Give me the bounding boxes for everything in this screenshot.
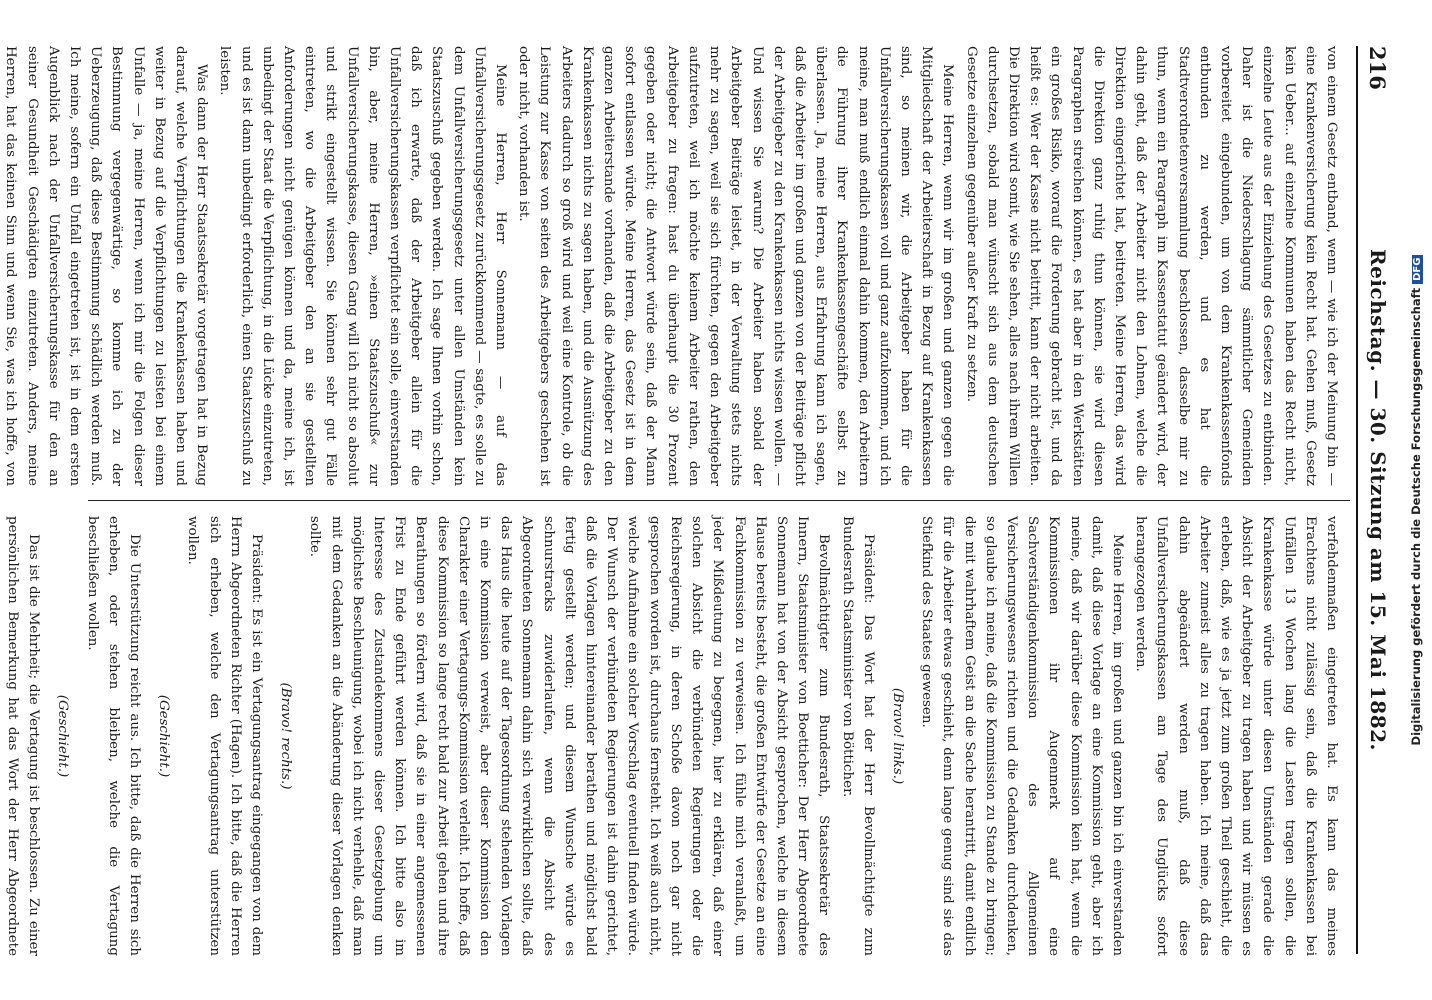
stage-direction: (Bravo! rechts.) bbox=[278, 682, 294, 790]
paragraph: Meine Herren, im großen und ganzen bin ich einverstanden damit, daß diese Vorlage an eine Kommission geht, aber ich meine, daß wir darüber diese Kommission kein hat, wenn die Kommissionen ihr Augenmerk auf eine Sachverständigenkommission des Allgemeinen Versicherungswesens richten und die Gedanken durchdenken, so glaube ich meine, daß die Kommission zu Stande zu bringen; die mit wahrhaftem Geist an die Sache herantritt, damit endlich für die Arbeiter etwas geschieht, denn lange genug sind sie das Stiefkind des Staates gewesen. bbox=[919, 516, 1125, 956]
paragraph: Präsident: Das Wort hat der Herr Bevollmächtigte zum Bundesrath Staatsminister von Bötticher. bbox=[839, 516, 876, 956]
paragraph: Die Unterstützung reicht aus. Ich bitte, daß die Herren sich erheben, oder stehen bleiben, welche die Vertagung beschließen wollen. bbox=[84, 516, 143, 956]
page-header bbox=[1360, 46, 1394, 954]
credit-text: Digitalisierung gefördert durch die Deutsche Forschungsgemeinschaft bbox=[1409, 287, 1423, 746]
page-number: 216 bbox=[1365, 46, 1390, 90]
right-column bbox=[5, 516, 1342, 956]
paragraph: Meine Herren, Herr Sonnemann — auf das Unfallversicherungsgesetz zurückkommend — sagte, es solle zu dem Unfallversicherungsgesetz unter allen Umständen kein Staatszuschuß gegeben werden. Ich sage Ihnen vorhin schon, daß ich erwarte, daß der Arbeitgeber allein für die Unfallversicherungskassen verpflichtet sein solle, einverstanden bin, aber, meine Herren, »einen Staatszuschuß« zur Unfallversicherungskasse, diesen Gang will ich nicht so absolut und strikt eingestellt wissen. Sie können sehr gut Fälle eintreten, wo die Arbeitgeber den an sie gestellten Anforderungen nicht genügen können und da, meine ich, ist unbedingt der Staat die Verpflichtung, in die Lücke einzutreten, und es ist dann unbedingt erforderlich, einen Staatszuschuß zu leisten. bbox=[217, 46, 509, 486]
stage-direction: (Bravo! links.) bbox=[889, 687, 905, 785]
running-head: Reichstag. — 30. Sitzung am 15. Mai 1882. bbox=[1366, 248, 1390, 752]
column-divider bbox=[88, 500, 1350, 501]
paragraph: Das ist die Mehrheit; die Vertagung ist beschlossen. Zu einer persönlichen Bemerkung hat das Wort der Herr Abgeordnete bbox=[5, 516, 42, 956]
header-rule bbox=[1356, 46, 1358, 954]
paragraph: von einem Gesetz entband, wenn — wie ich der Meinung bin — eine Krankenversicherung kein Recht hat. Gehen muß, Gesetz kein Ueber... auf einzelne Kommunen haben das Recht nicht, einzelne Leute aus der Einziehung des Gesetzes zu entbinden. Daher ist die Niederschlagung sämmtlicher Gemeinden vorbereitet eingebunden, um von dem Krankenkassenfonds entbunden zu werden, und es hat die Stadtverordnetenversammlung beschlossen, dasselbe mir zu thun, wenn ein Paragraph im Kassenstatut geändert wird, der dahin geht, daß der Arbeiter nicht den Lohnen, welche die Direktion eingerichtet hat, beitreten. Meine Herren, das wird die Direktion ganz ruhig thun können, sie wird diesen Paragraphen streichen können, es hat aber in den Werkstätten ein großes Risiko, worauf die Forderung gebracht ist, und da heißt es: Wer der Kasse nicht beitritt, kann der nicht arbeiten. Die Direktion wird somit, wie Sie sehen, alles nach ihrem Willen durchsetzen, sobald man wünscht sich aus dem deutschen Gesetze einzelnen gegenüber außer Kraft zu setzen. bbox=[963, 46, 1339, 486]
paragraph: Bevollmächtigter zum Bundesrath, Staatssekretär des Innern, Staatsminister von Boetticher: Der Herr Abgeordnete Sonnemann hat von der Absicht gesprochen, welche in diesem Hause bereits besteht, die großen Entwürfe der Gesetze an eine Fachkommission zu verweisen. Ich fühle mich veranlaßt, um jeder Mißdeutung zu begegnen, hier zu erklären, daß einer solchen Absicht die verbündeten Regierungen oder die Reichsregierung, in deren Schoße davon noch gar nicht gesprochen worden ist, durchaus fernsteht. Ich weiß auch nicht, welche Aufnahme ein solcher Vorschlag eventuell finden würde. Der Wunsch der verbündeten Regierungen ist dahin gerichtet, daß die Vorlagen hintereinander berathen und möglichst bald fertig gestellt werden; und diesem Wunsche würde es schnurstracks zuwiderlaufen, wenn die Absicht des Abgeordneten Sonnemann dahin sich verwirklichen sollte, daß das Haus die heute auf der Tagesordnung stehenden Vorlagen in eine Kommission verweist, aber dieser Kommission den Charakter einer Vertagungs-Kommission verleiht. Ich hoffe, daß diese Kommission so lange recht bald zur Arbeit gehen und ihre Berathungen so fördern wird, daß sie in einer angemessenen Frist zu Ende geführt werden können. Ich bitte also im Interesse des Zustandekommens dieser Gesetzgebung um möglichste Beschleunigung, wobei ich nicht verhehle, daß man mit dem Gedanken an die Abänderung dieser Vorlagen denken sollte. bbox=[307, 516, 832, 956]
paragraph: Meine Herren, wenn wir im großen und ganzen gegen die Mitgliedschaft der Arbeiterschaft in Bezug auf Krankenkassen sind, so meinen wir, die Arbeitgeber haben für die Unfallversicherungskassen voll und ganz aufzukommen, und ich meine, man muß endlich einmal dahin kommen, den Arbeitern die Führung ihrer Krankenkassengeschäfte selbst zu überlassen. Ja, meine Herren, aus Erfahrung kann ich sagen, daß die Arbeiter im großen und ganzen von der Beiträge pflicht der Arbeitgeber zu den Krankenkassen nichts wissen wollen. — Und wissen Sie warum? Die Arbeiter haben sobald der Arbeitgeber Beiträge leistet, in der Verwaltung stets nichts mehr zu sagen, weil sie sich fürchten, gegen den Arbeitgeber aufzutreten, weil ich möchte keinem Arbeiter rathen, den Arbeitgeber zu fragen: hast du überhaupt die 30 Prozent gegeben oder nicht; die Antwort würde sein, daß der Mann sofort entlassen würde. Meine Herren, das Gesetz ist in dem ganzen Arbeiterstande vorhanden, daß die Arbeitgeber zu den Krankenkassen nichts zu sagen haben, und die Ausnützung des Arbeiters dadurch so groß wird und weil eine Kontrole, ob die Leistung zur Kasse von seiten des Arbeitgebers geschehen ist oder nicht, vorhanden ist. bbox=[516, 46, 956, 486]
paragraph: Was dann der Herr Staatssekretär vorgetragen hat in Bezug darauf, welche Verpflichtungen die Krankenkassen haben und weiter in Bezug auf die Verpflichtungen zu leisten bei einem Unfalle — ja, meine Herren, wenn ich mir die Folgen dieser Bestimmung vergegenwärtige, so komme ich zu der Ueberzeugung, daß diese Bestimmung schädlich werden muß. Ich meine, sofern ein Unfall eingetreten ist, ist in dem ersten Augenblick nach der Unfallversicherungskasse für den an seiner Gesundheit Geschädigten einzutreten. Anders, meine Herren, hat das keinen Sinn und wenn Sie, was ich hoffe, von bbox=[3, 46, 210, 486]
paragraph: verfehdenmaßen eingetreten hat. Es kann das meines Erachtens nicht zulässig sein, daß die Krankenkassen bei Unfällen 13 Wochen lang die Lasten tragen sollen, die Krankenkasse würde unter diesen Umständen gerade die Absicht der Arbeitgeber zu tragen haben und wir müssen es erleben, daß, wie es ja jetzt zum großen Theil geschieht, die Arbeiter zumeist alles zu tragen haben. Ich meine, daß das dahin abgeändert werden muß, daß diese Unfallversicherungskassen am Tage des Unglücks sofort herangezogen werden. bbox=[1133, 516, 1339, 956]
paragraph: Präsident: Es ist ein Vertagungsantrag eingegangen von dem Herrn Abgeordneten Richter (Hagen). Ich bitte, daß die Herren sich erheben, welche den Vertagungsantrag unterstützen wollen. bbox=[185, 516, 265, 956]
left-column bbox=[3, 46, 1342, 486]
digitization-credit bbox=[1404, 8, 1428, 992]
stage-direction: (Geschieht.) bbox=[156, 694, 172, 778]
stage-direction: (Geschieht.) bbox=[55, 694, 71, 778]
dfg-logo: DFG bbox=[1412, 255, 1423, 284]
